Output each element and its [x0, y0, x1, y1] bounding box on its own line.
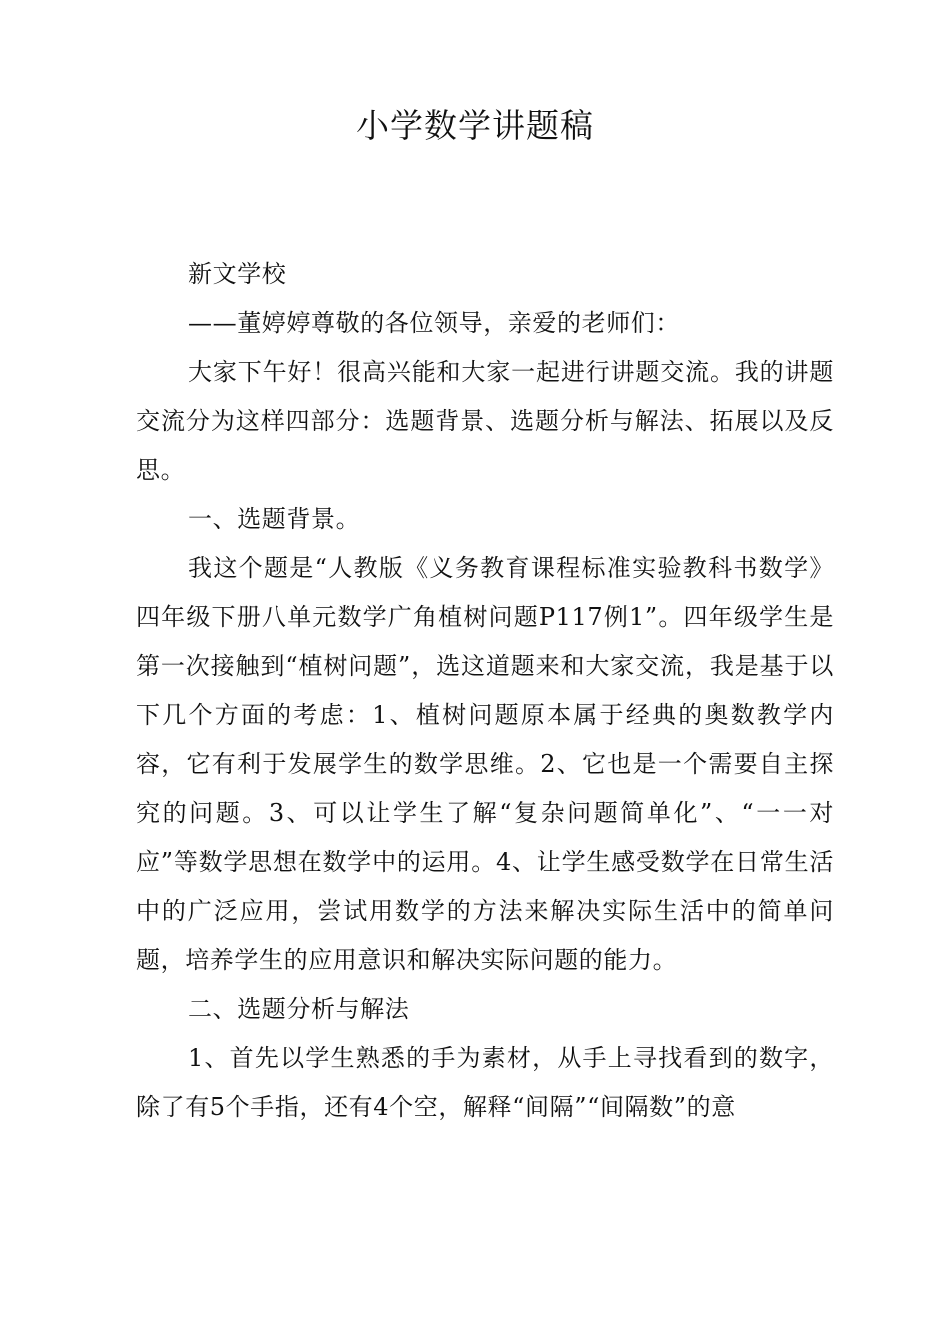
paragraph-background: 我这个题是“人教版《义务教育课程标准实验教科书数学》四年级下册八单元数学广角植树问题P117例1”。四年级学生是第一次接触到“植树问题”，选这道题来和大家交流，我是基于以下几个方面的考虑：1、植树问题原本属于经典的奥数教学内容，它有利于发展学生的数学思维。2、它也是一个需要自主探究的问题。3、可以让学生了解“复杂问题简单化”、“一一对应”等数学思想在数学中的运用。4、让学生感受数学在日常生活中的广泛应用，尝试用数学的方法来解决实际生活中的简单问题，培养学生的应用意识和解决实际问题的能力。: [136, 554, 834, 974]
paragraph-analysis-step-1: 1、首先以学生熟悉的手为素材，从手上寻找看到的数字，除了有5个手指，还有4个空，解释“间隔”“间隔数”的意: [136, 1044, 834, 1121]
paragraph-author-greeting: ——董婷婷尊敬的各位领导，亲爱的老师们：: [188, 309, 680, 337]
paragraph-school-name: 新文学校: [188, 260, 287, 288]
paragraph-introduction: 大家下午好！很高兴能和大家一起进行讲题交流。我的讲题交流分为这样四部分：选题背景、选题分析与解法、拓展以及反思。: [136, 358, 834, 484]
document-body: [136, 250, 834, 1132]
document-title: 小学数学讲题稿: [356, 106, 594, 145]
section-heading-background: 一、选题背景。: [188, 505, 361, 533]
section-heading-analysis: 二、选题分析与解法: [188, 995, 410, 1023]
